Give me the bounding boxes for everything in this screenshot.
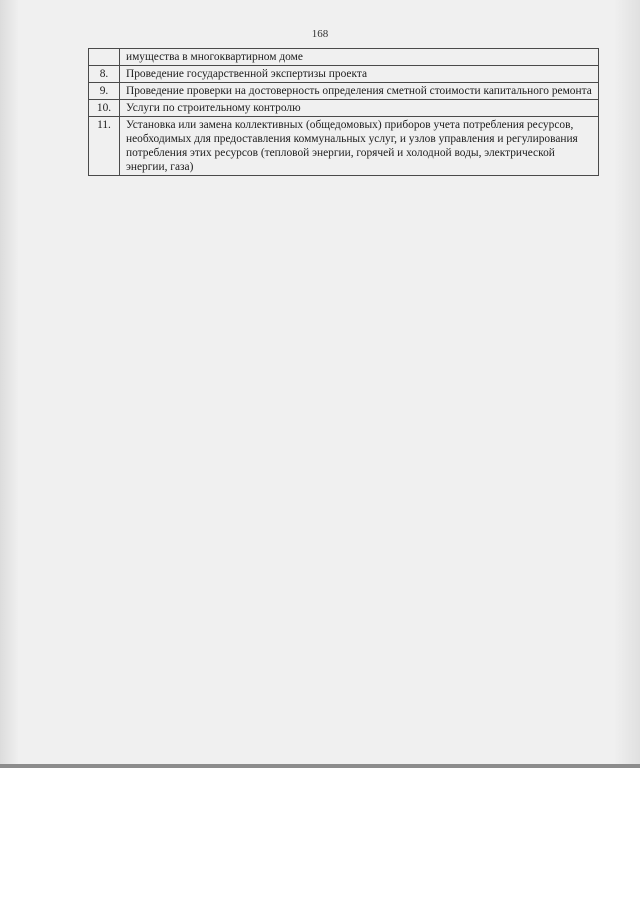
row-number: 9. — [89, 83, 120, 100]
row-number: 10. — [89, 100, 120, 117]
row-number — [89, 49, 120, 66]
services-table — [88, 48, 599, 176]
table-row — [89, 49, 599, 66]
row-number: 11. — [89, 117, 120, 176]
row-text: имущества в многоквартирном доме — [120, 49, 599, 66]
row-text: Услуги по строительному контролю — [120, 100, 599, 117]
row-text: Проведение проверки на достоверность определения сметной стоимости капитального ремонта — [120, 83, 599, 100]
row-text: Проведение государственной экспертизы проекта — [120, 66, 599, 83]
table-row — [89, 83, 599, 100]
row-number: 8. — [89, 66, 120, 83]
table-row — [89, 66, 599, 83]
table-row — [89, 100, 599, 117]
table-row — [89, 117, 599, 176]
page-number: 168 — [311, 28, 329, 40]
row-text: Установка или замена коллективных (общедомовых) приборов учета потребления ресурсов, необходимых для предоставления коммунальных услуг, и узлов управления и регулирования потребления этих ресурсов (тепловой энергии, горячей и холодной воды, электрической энергии, газа) — [120, 117, 599, 176]
